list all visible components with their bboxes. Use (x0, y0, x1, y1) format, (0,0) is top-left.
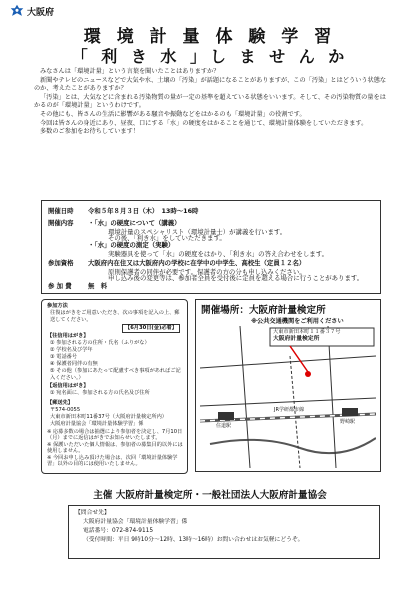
logo-text: 大阪府 (27, 7, 55, 18)
address-line: 大東市新田本町11番37号（大阪府計量検定所内） (50, 414, 167, 420)
list-item: ① 参加される方の住所・氏名（ふりがな） (50, 340, 150, 346)
content-item-note: その後、「利き水」をしていただきます。 (108, 234, 226, 242)
station-label: 野崎駅 (340, 419, 356, 425)
page-title: 環 境 計 量 体 験 学 習 (83, 27, 337, 47)
postal-code: 〒574-0055 (50, 407, 81, 413)
rail-line-label: JR学研都市線 (274, 407, 304, 413)
contact-heading: 【問合せ先】 (75, 510, 110, 516)
reply-heading: 【返信用はがき】 (47, 383, 89, 389)
intro-paragraph: 今回は皆さんの身近にあり、昼夜、口にする「水」の硬度をはかることを通じて、環境計量体験をしていただきます。 (40, 119, 368, 127)
osaka-prefecture-logo-icon (10, 4, 24, 18)
intro-paragraph: みなさんは「環境計量」という言葉を聞いたことはありますか？ (40, 68, 220, 75)
eligibility-value: 大阪府内在住又は大阪府内の学校に在学中の中学生、高校生（定員１２名） (88, 259, 306, 267)
apply-heading: 参加方法 (47, 303, 68, 309)
content-item-title: ・「水」の硬度の測定（実験） (88, 241, 175, 249)
apply-note: ※ 今回お申し込み頂けた場合は、次回「環境計量体験学習」以外の目的には使用いたしません。 (47, 455, 178, 468)
list-item: ④ 保護者同伴の有無 (50, 361, 98, 367)
logo (10, 4, 54, 18)
address-line: 大阪府計量協会「環境計量体験学習」係 (50, 421, 144, 427)
intro-text (34, 68, 390, 137)
application-box (41, 299, 188, 474)
contact-box (68, 505, 380, 559)
event-info-box (41, 200, 381, 294)
intro-paragraph: 多数のご参加をお待ちしています！ (40, 128, 139, 136)
contact-phone: 電話番号：072-874-9115 (83, 528, 154, 534)
venue-map (200, 326, 376, 468)
contact-name: 大阪府計量協会「環境計量体験学習」係 (83, 519, 188, 525)
intro-paragraph: その他にも、皆さんの生活に影響がある騒音や振動などをはかるのも「環境計量」の役割です。 (40, 110, 306, 118)
eligibility-note: 原則保護者の同伴が必要です。保護者の方の分も申し込みください。 (108, 268, 306, 276)
contact-hours: （受付時間：平日 9時10分～12時、13時～16時）お問い合わせはお気軽にどうぞ。 (83, 537, 304, 543)
map-address-line: 大東市新田本町１１番３７号 (273, 329, 341, 335)
date-label: 開催日時 (48, 207, 74, 215)
venue-map-box (195, 299, 381, 472)
station-label: 住道駅 (216, 423, 232, 429)
intro-paragraph: 新聞やテレビのニュースなどで大気や水、土壌の「汚染」が話題になることがありますが、この「汚染」とはどういう状態なのか、考えたことがありますか？ (34, 76, 387, 93)
fee-label: 参 加 費 (48, 282, 72, 290)
outgoing-heading: 【往信用はがき】 (47, 333, 89, 339)
content-item-note: 環境計量のスペシャリスト（環境計量士）が講義を行います。 (108, 228, 287, 236)
map-venue-name: 大阪府計量検定所 (273, 336, 320, 342)
list-item: ① 宛名面に、参加される方の氏名及び住所 (50, 390, 150, 396)
organizer: 主催 大阪府計量検定所・一般社団法人大阪府計量協会 (93, 490, 327, 501)
date-value: 令和５年８月３日（木） 13時～16時 (88, 207, 199, 215)
apply-deadline: 【6月30日(金)必着】 (122, 324, 180, 333)
content-item-note: 実験器具を使って「水」の硬度をはかり、「利き水」の答え合わせをします。 (108, 250, 328, 258)
map-note: ※公共交通機関をご利用ください (251, 318, 344, 325)
page-subtitle: 「 利 き 水 」し ま せ ん か (71, 47, 349, 66)
list-item: ② 学校名及び学年 (50, 347, 93, 353)
address-heading: 【郵送先】 (47, 400, 73, 406)
apply-note: ※ 保護いただいた個人情報は、参加者の募集目的以外には使用しません。 (47, 442, 183, 455)
map-title: 開催場所：大阪府計量検定所 (201, 305, 326, 316)
intro-paragraph: 「汚染」とは、大気などに含まれる汚染物質の量が一定の基準を超えている状態をいいます。そして、その汚染物質の量をはかるのが「環境計量」というわけです。 (34, 93, 386, 110)
content-label: 開催内容 (48, 219, 74, 227)
apply-intro: 往復はがきをご用意いただき、次の事項を記入の上、郵送してください。 (50, 310, 180, 323)
list-item: ③ 電話番号 (50, 354, 78, 360)
content-item-title: ・「水」の硬度について（講義） (88, 219, 181, 227)
eligibility-label: 参加資格 (48, 259, 74, 267)
list-item: ⑤ その他（参加にあたって配慮すべき事項があればご記入ください。） (50, 368, 181, 381)
apply-note: ※ 応募多数の場合は抽選により参加者を決定し、7月10日（月）までに返信はがきでお知らせいたします。 (47, 429, 183, 442)
eligibility-note: 申し込み後の変更等は、参加者全員を受付後に定員を超える場合に行うことがあります。 (108, 274, 364, 282)
fee-value: 無 料 (88, 282, 108, 290)
